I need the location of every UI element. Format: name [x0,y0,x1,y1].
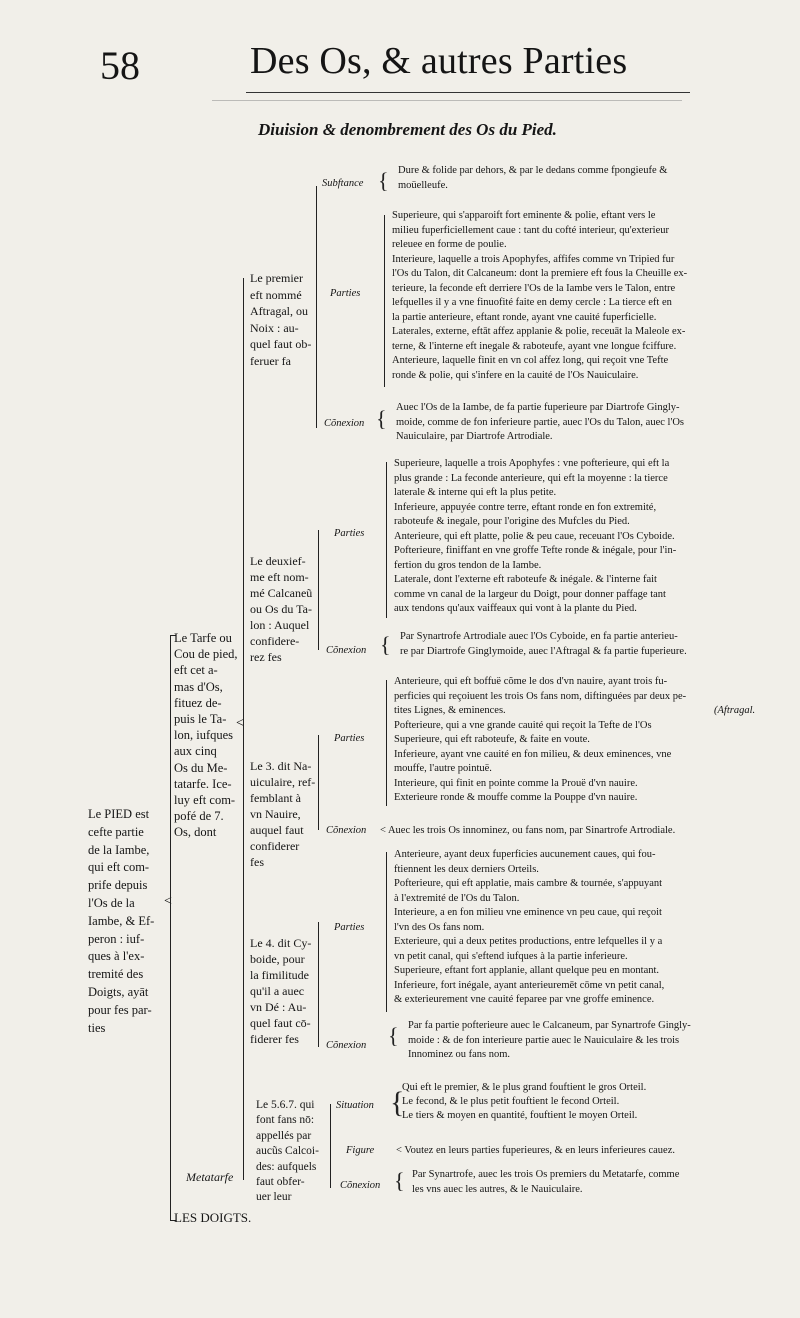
pied-brace-angle: < [164,894,172,909]
pied-line: ties [88,1020,106,1035]
tarse-line: puis le Ta- [174,712,227,727]
pied-line: cefte partie [88,824,144,839]
calcaneum-label: Le deuxief- me eft nom- mé Calcaneũ ou Os du Ta- lon : Auquel confidere- rez fes [250,554,313,664]
naviculaire-parties-bracket [386,680,387,806]
calcaneum-parties-text: Superieure, laquelle a trois Apophyfes : vne pofterieure, qui eft la plus grande : La feconde anterieure, qui eft la moyenne : la tierce laterale & interne qui eft la plus petite. Inferieure, appuyée contre terre, eftant ronde en fon extremité, raboteufe & inegale, pour l'origine des Mufcles du Pied. Anterieure, qui eft platte, polie & peu caue, receuant l'Os Cyboide. Pofterieure, finiffant en vne groffe Tefte ronde & inégale, pour l'in- fertion du gros tendon de la Iambe. Laterale, dont l'externe eft raboteufe & inégale. & l'interne fait comme vn canal de la largeur du Doigt, pour donner paffage tant aux tendons qu'aux vaiffeaux qui vont à la plante du Pied. [394,458,677,614]
tarse-description [174,630,238,841]
tarse-brace-angle: < [236,716,244,731]
pied-line: de la Iambe, [88,842,150,857]
innominez-conexion-label: Cõnexion [340,1180,381,1191]
innominez-situation-label: Situation [336,1100,374,1111]
pied-line: tremité des [88,967,144,982]
astragal-parties-bracket [384,215,385,387]
innominez-bracket [330,1104,331,1188]
naviculaire-parties-label: Parties [334,733,365,744]
innominez-figure-text: < Voutez en leurs parties fuperieures, & en leurs inferieures cauez. [396,1145,676,1156]
innominez-label: Le 5.6.7. qui font fans nō: appellés par aucũs Calcoi- des: aufquels faut obfer- uer leur [256,1099,319,1204]
calcaneum-conexion-label: Cõnexion [326,645,367,656]
page-number: 58 [100,43,140,88]
cyboide-conexion-text: Par fa partie pofterieure auec le Calcaneum, par Synartrofe Gingly- moide : & de fon interieure partie auec le Nauiculaire & les trois Innominez ou fans nom. [408,1020,691,1060]
pied-line: Le PIED est [88,807,150,821]
pied-line: peron : iuf- [88,931,145,946]
pied-vertical-bracket [170,635,171,1220]
naviculaire-label: Le 3. dit Na- uiculaire, ref- femblant à vn Nauire, auquel faut confiderer fes [250,759,316,869]
cyboide-parties-text: Anterieure, ayant deux fuperficies aucunement caues, qui fou- ftiennent les deux derniers Orteils. Pofterieure, qui eft applatie, mais cambre & tournée, s'appuyant à l'extremité de l'Os du Talon. Interieure, a en fon milieu vne eminence vn peu caue, qui reçoit l'vn des Os fans nom. Exterieure, qui a deux petites productions, entre lefquelles il y a vn petit canal, qui s'eftend iufques à la partie inferieure. Superieure, eftant fort applanie, allant quelque peu en montant. Inferieure, fort inégale, ayant anterieuremēt cōme vn petit canal, & exterieurement vne cauité feparee par vne groffe eminence. [394,849,665,1005]
naviculaire-conexion-label: Cõnexion [326,825,367,836]
naviculaire-bracket [318,735,319,830]
astragal-bracket [316,186,317,428]
cyboide-parties-label: Parties [334,922,365,933]
tarse-line: lon, iufques [174,728,234,743]
cyboide-label: Le 4. dit Cy- boide, pour la fimilitude qu'il a auec vn Dé : Au- quel faut cō- fiderer fes [250,936,312,1046]
brace-icon: { [378,168,389,193]
calcaneum-parties-label: Parties [334,528,365,539]
brace-icon: { [390,1086,405,1119]
pied-line: pour fes par- [88,1002,152,1017]
innominez-conexion-text: Par Synartrofe, auec les trois Os premiers du Metatarfe, comme les vns auec les autres, & le Nauiculaire. [412,1169,680,1195]
calcaneum-conexion-text: Par Synartrofe Artrodiale auec l'Os Cyboide, en fa partie anterieu- re par Diartrofe Ginglymoide, auec l'Aftragal & fa partie fuperieure. [400,631,687,657]
astragal-substance-label: Subftance [322,178,364,189]
pied-line: Doigts, ayāt [88,984,149,999]
brace-icon: { [394,1168,405,1193]
astragal-parties-text: Superieure, qui s'apparoift fort eminente & polie, eftant vers le milieu fuperficiellement caue : tant du cofté interieur, qu'exterieur releuee en forme de poulie. Interieure, laquelle a trois Apophyfes, affifes comme vn Tripied fur l'Os du Talon, dit Calcaneum: dont la premiere eft fous la Cheuille ex- terieure, la feconde eft derriere l'Os de la Iambe vers le Talon, entre lefquelles il y a vne finuofité faite en demy cercle : La tierce eft en la partie anterieure, eftant ronde, ayant vne cauité fuperficielle. Laterales, externe, eftāt affez applanie & polie, receuāt la Maleole ex- terne, & l'interne eft inegale & raboteufe, ayant vne longue fciffure. Anterieure, laquelle finit en vn col affez long, qui reçoit vne Tefte ronde & polie, qui s'infere en la cauité de l'Os Nauiculaire. [392,210,688,381]
tarse-line: Le Tarfe ou [174,631,232,645]
naviculaire-parties-text: Anterieure, qui eft boffuë cõme le dos d'vn nauire, ayant trois fu- perficies qui reçoiuent les trois Os fans nom, diftinguées par deux pe- tites Lignes, & eminences. (Aftragal. Pofterieure, qui a vne grande cauité qui reçoit la Tefte de l'Os Superieure, qui eft raboteufe, & faite en voute. Inferieure, ayant vne cauité en fon milieu, & deux eminences, vne mouffe, l'autre pointuë. Interieure, qui finit en pointe comme la Prouë d'vn nauire. Exterieure ronde & mouffe comme la Pouppe d'vn nauire. [394,676,756,803]
tarse-line: mas d'Os, [174,679,223,694]
tarse-line: Cou de pied, [174,647,238,662]
astragal-conexion-text: Auec l'Os de la Iambe, de fa partie fuperieure par Diartrofe Gingly- moide, comme de fon inferieure partie, auec l'Os du Talon, auec l'Os Nauiculaire, par Diartrofe Artrodiale. [396,402,685,442]
naviculaire-conexion-text: < Auec les trois Os innominez, ou fans nom, par Sinartrofe Artrodiale. [380,825,676,836]
header-rule [246,92,690,93]
brace-icon: { [388,1023,399,1048]
brace-icon: { [380,632,391,657]
section-subtitle: Diuision & denombrement des Os du Pied. [258,120,557,139]
pied-line: qui eft com- [88,860,150,875]
cyboide-parties-bracket [386,852,387,1012]
doigts-label: LES DOIGTS. [174,1210,252,1225]
catchword: (Aftragal. [714,705,756,716]
tarse-line: aux cinq [174,744,217,759]
tarse-line: eft cet a- [174,663,218,678]
tarse-line: Os du Me- [174,760,228,775]
cyboide-conexion-label: Cõnexion [326,1040,367,1051]
bleed-through-rule [212,100,682,101]
cyboide-bracket [318,922,319,1047]
astragal-conexion-label: Cõnexion [324,418,365,429]
pied-line: ques à l'ex- [88,949,145,964]
calcaneum-parties-bracket [386,462,387,618]
tarse-line: luy eft com- [174,793,236,808]
pied-description [88,806,154,1037]
innominez-situation-text: Qui eft le premier, & le plus grand fouftient le gros Orteil. Le fecond, & le plus petit fouftient le fecond Orteil. Le tiers & moyen en quantité, fouftient le moyen Orteil. [402,1082,647,1121]
tarse-line: Os, dont [174,825,217,840]
pied-line: Iambe, & Ef- [88,913,155,928]
brace-icon: { [376,406,387,431]
innominez-figure-label: Figure [346,1145,375,1156]
running-title: Des Os, & autres Parties [250,40,628,82]
calcaneum-bracket [318,530,319,650]
astragal-label: Le premier eft nommé Aftragal, ou Noix : au- quel faut ob- feruer fa [250,271,312,368]
tarse-line: tatarfe. Ice- [174,776,232,791]
tarse-line: pofé de 7. [174,809,224,824]
tarse-line: fituez de- [174,695,222,710]
metatarse-label: Metatarfe [186,1170,234,1184]
astragal-substance-text: Dure & folide par dehors, & par le dedans comme fpongieufe & moüelleufe. [398,165,668,191]
tarse-vertical-bracket [243,278,244,1180]
pied-line: prife depuis [88,878,148,893]
astragal-parties-label: Parties [330,288,361,299]
pied-line: l'Os de la [88,895,135,910]
